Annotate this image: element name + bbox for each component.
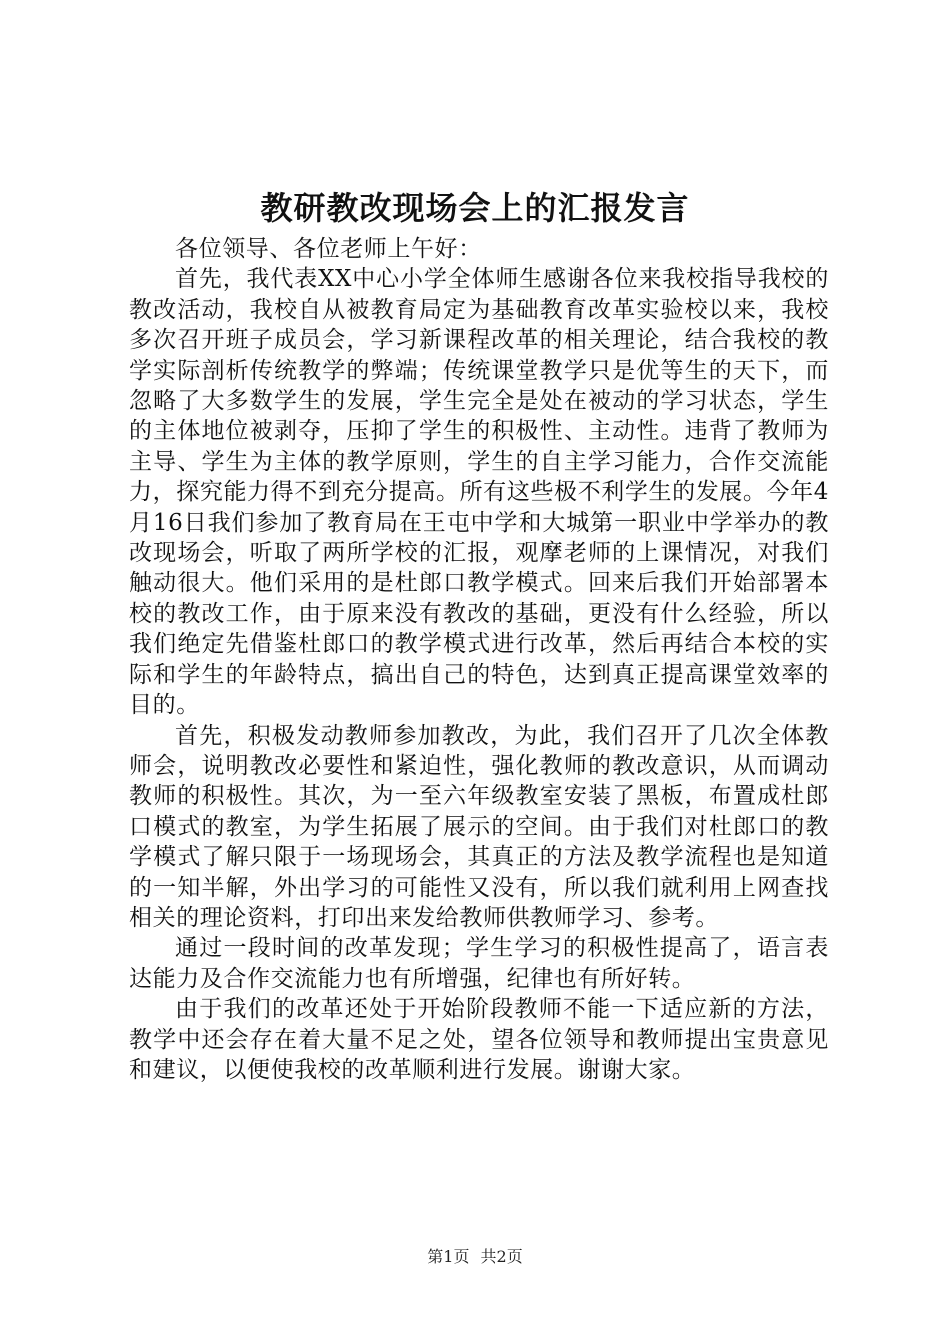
body-paragraph-4: 由于我们的改革还处于开始阶段教师不能一下适应新的方法，教学中还会存在着大量不足之处，望各位领导和教师提出宝贵意见和建议，以便使我校的改革顺利进行发展。谢谢大家。: [129, 996, 829, 1083]
document-title: 教研教改现场会上的汇报发言: [260, 189, 690, 227]
document-body: [129, 234, 829, 1085]
greeting-paragraph: 各位领导、各位老师上午好：: [175, 236, 482, 262]
body-paragraph-1: 首先，我代表XX中心小学全体师生感谢各位来我校指导我校的教改活动，我校自从被教育局定为基础教育改革实验校以来，我校多次召开班子成员会，学习新课程改革的相关理论，结合我校的教学实际剖析传统教学的弊端；传统课堂教学只是优等生的天下，而忽略了大多数学生的发展，学生完全是处在被动的学习状态，学生的主体地位被剥夺，压抑了学生的积极性、主动性。违背了教师为主导、学生为主体的教学原则，学生的自主学习能力，合作交流能力，探究能力得不到充分提高。所有这些极不利学生的发展。今年4月16日我们参加了教育局在王屯中学和大城第一职业中学举办的教改现场会，听取了两所学校的汇报，观摩老师的上课情况，对我们触动很大。他们采用的是杜郎口教学模式。回来后我们开始部署本校的教改工作，由于原来没有教改的基础，更没有什么经验，所以我们绝定先借鉴杜郎口的教学模式进行改革，然后再结合本校的实际和学生的年龄特点，搞出自己的特色，达到真正提高课堂效率的目的。: [129, 266, 829, 719]
page-number-current: 第1页: [427, 1247, 470, 1266]
page-footer: [0, 1246, 950, 1268]
page-number-total: 共2页: [480, 1247, 523, 1266]
body-paragraph-2: 首先，积极发动教师参加教改，为此，我们召开了几次全体教师会，说明教改必要性和紧迫性，强化教师的教改意识，从而调动教师的积极性。其次，为一至六年级教室安装了黑板，布置成杜郎口模式的教室，为学生拓展了展示的空间。由于我们对杜郎口的教学模式了解只限于一场现场会，其真正的方法及教学流程也是知道的一知半解，外出学习的可能性又没有，所以我们就利用上网查找相关的理论资料，打印出来发给教师供教师学习、参考。: [129, 722, 829, 931]
body-paragraph-3: 通过一段时间的改革发现；学生学习的积极性提高了，语言表达能力及合作交流能力也有所增强，纪律也有所好转。: [129, 935, 829, 992]
